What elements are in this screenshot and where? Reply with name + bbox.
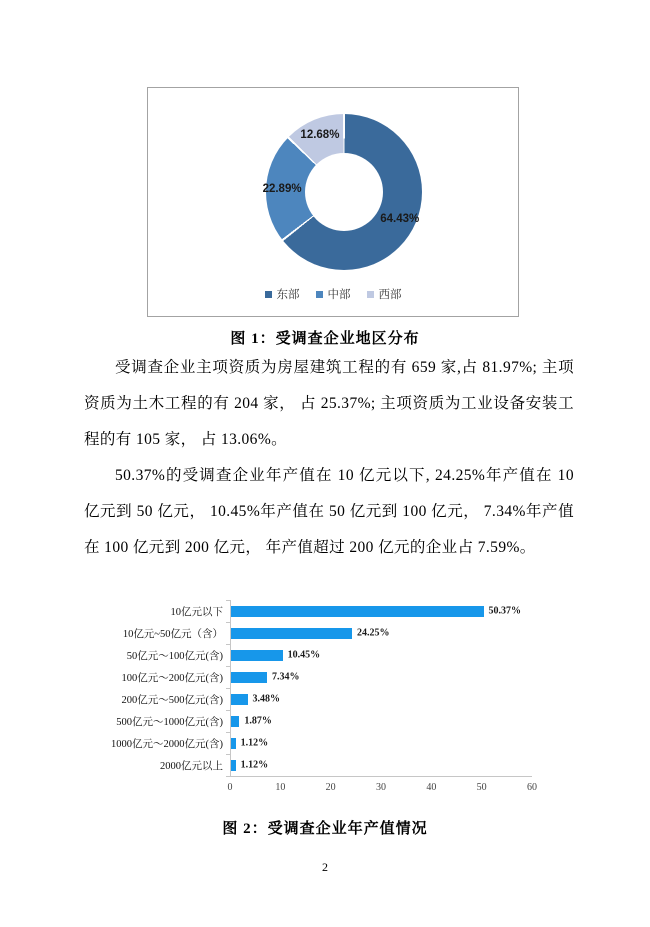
bar-category-label: 1000亿元～2000亿元(含) [111,738,223,750]
bar-category-label: 10亿元~50亿元（含） [122,628,223,640]
bar-chart-category-axis [230,600,231,777]
bar-row [85,710,532,732]
bar [230,672,267,683]
category-axis-tick [226,688,230,689]
bar-row [85,644,532,666]
category-axis-tick [226,776,230,777]
bar-plot-cell [230,732,532,754]
donut-slice-label: 12.68% [300,128,340,141]
category-axis-tick [226,600,230,601]
bar-row [85,622,532,644]
category-axis-tick [226,666,230,667]
paragraph-qualifications: 受调查企业主项资质为房屋建筑工程的有 659 家,占 81.97%; 主项资质为土木工程的有 204 家， 占 25.37%; 主项资质为工业设备安装工程的有 105 家， 占 13.06%。 [84,359,574,448]
bar-plot-cell [230,622,532,644]
donut-chart [262,114,422,270]
donut-hole [305,153,383,231]
bar-plot-cell [230,710,532,732]
bar-value-label: 3.48% [252,693,281,705]
category-axis-tick [226,644,230,645]
bar-value-label: 10.45% [287,649,321,661]
bar-row [85,732,532,754]
bar-plot-cell [230,754,532,776]
bar-plot-cell [230,666,532,688]
bar [230,716,239,727]
bar [230,650,283,661]
legend-item [265,286,300,302]
bar-row [85,754,532,776]
donut-slice-label: 22.89% [262,182,302,195]
legend-item [367,286,402,302]
value-axis-tick-label: 60 [527,782,537,793]
value-axis-tick-label: 30 [376,782,386,793]
figure2-caption: 图 2：受调查企业年产值情况 [222,821,428,837]
category-axis-tick [226,710,230,711]
bar-chart-rows [85,600,532,776]
bar-category-label: 500亿元～1000亿元(含) [116,716,223,728]
bar-category-label: 100亿元～200亿元(含) [121,672,223,684]
bar-value-label: 24.25% [357,627,390,639]
legend-swatch-icon [367,291,374,298]
paragraph-annual-output: 50.37%的受调查企业年产值在 10 亿元以下, 24.25%年产值在 10 亿元到 50 亿元， 10.45%年产值在 50 亿元到 100 亿元， 7.34%年产值在 100 亿元到 200 亿元， 年产值超过 200 亿元的企业占 7.59%。 [84,467,574,556]
bar-category-label: 2000亿元以上 [160,760,223,772]
bar-plot-cell [230,600,532,622]
bar-category-label: 200亿元～500亿元(含) [121,694,223,706]
bar-value-label: 1.12% [240,759,269,771]
figure1-chart-area [147,87,519,317]
bar-row [85,666,532,688]
bar-plot-cell [230,688,532,710]
category-axis-tick [226,754,230,755]
bar-category-label: 10亿元以下 [170,606,223,618]
bar [230,606,484,617]
category-axis-tick [226,732,230,733]
legend-swatch-icon [265,291,272,298]
bar-plot-cell [230,644,532,666]
bar-chart-annual-output [85,600,537,800]
value-axis-tick-label: 20 [325,782,336,793]
bar-chart-axis-labels [227,782,537,796]
value-axis-tick-label: 50 [476,782,487,793]
figure1-caption: 图 1：受调查企业地区分布 [230,331,420,347]
value-axis-tick-label: 10 [275,782,286,793]
bar-category-label: 50亿元～100亿元(含) [126,650,223,662]
bar-value-label: 1.87% [244,715,272,727]
value-axis-tick-label: 0 [227,782,233,793]
bar-row [85,688,532,710]
donut-slice-label: 64.43% [380,213,420,226]
bar [230,628,352,639]
value-axis-tick-label: 40 [426,782,437,793]
bar-value-label: 50.37% [488,605,522,617]
legend-label: 东部 [276,289,300,301]
legend-label: 中部 [327,289,351,301]
bar-value-label: 1.12% [240,737,269,749]
figure1-legend [148,286,518,302]
bar-chart-value-axis [230,776,532,777]
category-axis-tick [226,622,230,623]
legend-swatch-icon [316,291,323,298]
page-number: 2 [322,860,328,874]
legend-item [316,286,351,302]
bar-row [85,600,532,622]
bar [230,694,248,705]
legend-label: 西部 [378,289,402,301]
bar-value-label: 7.34% [271,671,300,683]
